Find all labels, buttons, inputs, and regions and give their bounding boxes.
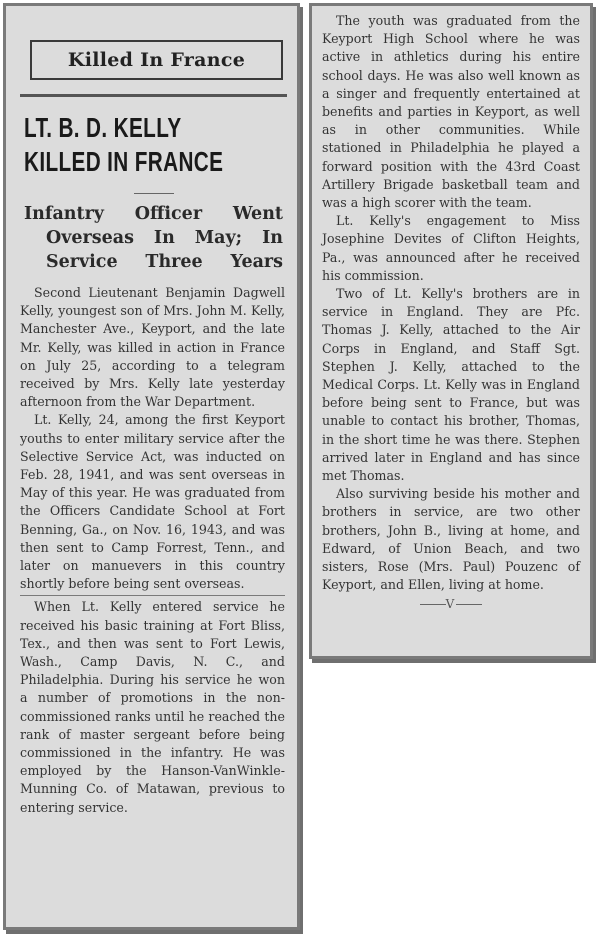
article-paragraph: Lt. Kelly's engagement to Miss Josephine Devites of Clifton Heights, Pa., was announced after he received his commission. (322, 213, 580, 283)
article-paragraph: Two of Lt. Kelly's brothers are in service in England. They are Pfc. Thomas J. Kelly, attached to the Air Corps in England, and Staff Sgt. Stephen J. Kelly, attached to the Medical Corps. Lt. Kelly was in England before being sent to France, but was unable to contact his brother, Thomas, in the short time he was there. Stephen arrived later in England and has since met Thomas. (322, 286, 580, 484)
headline-line-1: LT. B. D. KELLY (24, 112, 182, 143)
heading-rule (20, 94, 287, 97)
article-paragraph: Also surviving beside his mother and brothers in service, are two other brothers, John B., living at home, and Edward, of Union Beach, and two sisters, Rose (Mrs. Paul) Pouzenc of Keyport, and Ellen, living at home. (322, 486, 580, 593)
subheadline (24, 202, 283, 274)
column-break-rule (20, 595, 285, 596)
article-paragraph: When Lt. Kelly entered service he received his basic training at Fort Bliss, Tex., and then was sent to Fort Lewis, Wash., Camp Davis, N. C., and Philadelphia. During his service he won a number of promotions in the non-commissioned ranks until he reached the rank of master sergeant before being commissioned in the infantry. He was employed by the Hanson-VanWinkle-Munning Co. of Matawan, previous to entering service. (20, 599, 285, 815)
article-paragraph: The youth was graduated from the Keyport High School where he was active in athletics during his entire school days. He was also well known as a singer and frequently entertained at benefits and parties in Keyport, as well as in other communities. While stationed in Philadelphia he played a forward position with the 43rd Coast Artillery Brigade basketball team and was a high scorer with the team. (322, 13, 580, 211)
article-paragraph: Second Lieutenant Benjamin Dagwell Kelly, youngest son of Mrs. John M. Kelly, Manchester Ave., Keyport, and the late Mr. Kelly, was killed in action in France on July 25, according to a telegram received by Mrs. Kelly late yesterday afternoon from the War Department. (20, 285, 285, 410)
article-body-right (322, 12, 582, 611)
clipping-column-right (309, 3, 593, 659)
end-mark-glyph: V (445, 596, 457, 611)
article-end-mark (322, 597, 580, 611)
article-body-left (20, 284, 287, 817)
headline-line-2: KILLED IN FRANCE (24, 146, 224, 177)
headline-divider (134, 193, 174, 194)
subheadline-line-2: Overseas In May; In (46, 228, 283, 248)
article-paragraph: Lt. Kelly, 24, among the first Keyport youths to enter military service after the Selective Service Act, was inducted on Feb. 28, 1941, and was sent overseas in May of this year. He was graduated from the Officers Candidate School at Fort Benning, Ga., on Nov. 16, 1943, and was then sent to Camp Forrest, Tenn., and later on manuevers in this country shortly before being sent overseas. (20, 412, 285, 592)
subheadline-line-3: Service Three Years (46, 252, 283, 272)
clipping-column-left (3, 3, 300, 930)
section-heading: Killed In France (30, 40, 283, 80)
subheadline-line-1: Infantry Officer Went (24, 204, 283, 224)
headline (24, 111, 290, 179)
